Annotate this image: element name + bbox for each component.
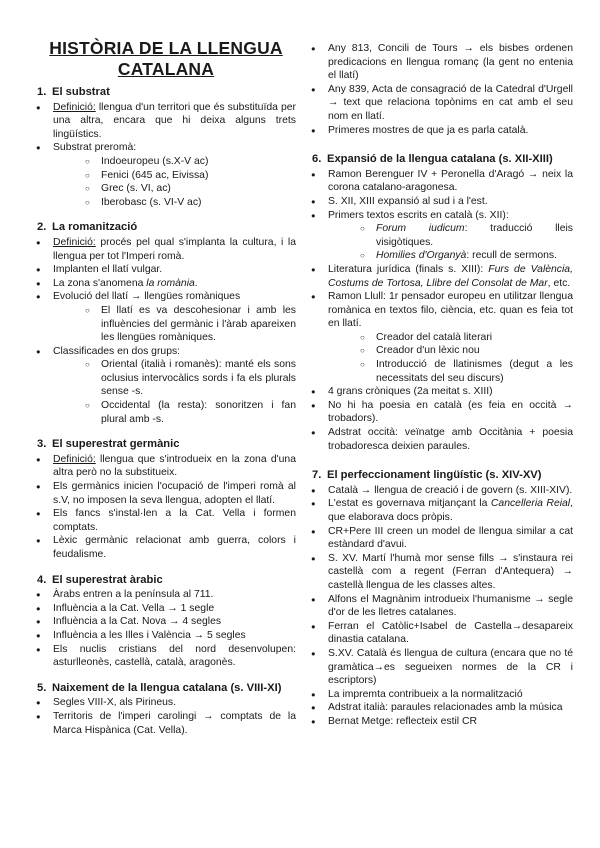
list-item: ● Implanten el llatí vulgar. xyxy=(36,263,296,277)
definition-text: llengua que s'introdueix en la zona d'una altra però no la substitueix. xyxy=(53,453,296,479)
list-item: ● Literatura jurídica (finals s. XIII): Furs de València, Costums de Tortosa, Llibre del Consolat de Mar, etc. xyxy=(311,263,573,290)
definition-text: llengua d'un territori que és substituïda per una altra, encara que hi deixa alguns trets lingüístics. xyxy=(53,101,296,140)
list-item: ● S.XV. Català és llengua de cultura (encara que no té gramàtica→es segueixen normes de la CR i escriptors) xyxy=(311,647,573,688)
list-item: ● Territoris de l'imperi carolingi → comptats de la Marca Hispànica (Cat. Vella). xyxy=(36,710,296,737)
section-heading xyxy=(36,682,296,696)
sub-list-item: ○ Oriental (italià i romanès): manté els sons oclusius intervocàlics sords i fa els plurals sense -s. xyxy=(53,358,296,399)
section-title: El substrat xyxy=(52,86,110,98)
section-number: 3. xyxy=(37,438,47,451)
list-item xyxy=(36,101,296,142)
list-item: ● Ramon Berenguer IV + Peronella d'Aragó → neix la corona catalano-aragonesa. xyxy=(311,168,573,195)
list-item: ● No hi ha poesia en català (es feia en occità → trobadors). xyxy=(311,399,573,426)
section-number: 7. xyxy=(312,469,322,482)
list-item: ● S. XII, XIII expansió al sud i a l'est. xyxy=(311,195,573,209)
section-perfeccionament xyxy=(311,469,573,728)
section-heading xyxy=(311,469,573,483)
sub-list-item: ○ Creador del català literari xyxy=(328,331,573,345)
section-title: El perfeccionament lingüístic (s. XIV-XV) xyxy=(327,469,542,482)
list-item xyxy=(36,453,296,480)
sub-list-item: ○ Homilies d'Organyà: recull de sermons. xyxy=(328,249,573,263)
sub-list-item: ○ Grec (s. VI, ac) xyxy=(53,182,296,196)
section-number: 6. xyxy=(312,153,322,166)
list-item: ● Adstrat occità: veïnatge amb Occitània + poesia trobadoresca deixien paraules. xyxy=(311,426,573,453)
sub-list-item: ○ El llatí es va descohesionar i amb les influències del germànic i l'àrab apareixen les llengües romàniques. xyxy=(53,304,296,345)
list-item: ● Ferran el Catòlic+Isabel de Castella→desapareix dinastia catalana. xyxy=(311,620,573,647)
definition-label: Definició: xyxy=(53,453,96,465)
list-item xyxy=(36,236,296,263)
list-item: ● La impremta contribueix a la normalització xyxy=(311,688,573,702)
list-item: ● Els fancs s'instal·len a la Cat. Vella i formen comptats. xyxy=(36,507,296,534)
section-heading xyxy=(36,438,296,452)
definition-label: Definició: xyxy=(53,101,96,113)
list-item: ● Influència a la Cat. Nova → 4 segles xyxy=(36,615,296,629)
list-item: ● Influència a les Illes i València → 5 segles xyxy=(36,629,296,643)
section-naixement xyxy=(36,682,296,737)
list-item: ● Bernat Metge: reflecteix estil CR xyxy=(311,715,573,729)
list-item: ● La zona s'anomena la romània. xyxy=(36,277,296,291)
list-item: ● 4 grans cròniques (2a meitat s. XIII) xyxy=(311,385,573,399)
section-number: 1. xyxy=(37,86,47,98)
sub-list-item: ○ Fenici (645 ac, Eivissa) xyxy=(53,169,296,183)
section-naixement-continued xyxy=(311,42,573,137)
section-substrat xyxy=(36,86,296,209)
page-title: HISTÒRIA DE LA LLENGUA CATALANA xyxy=(49,38,283,79)
list-item: ● Any 839, Acta de consagració de la Catedral d'Urgell → text que relaciona topònims en cat amb el seu nom en llatí. xyxy=(311,83,573,124)
sub-list-item: ○ Introducció de llatinismes (degut a les necessitats del seu discurs) xyxy=(328,358,573,385)
list-item: ● Català → llengua de creació i de govern (s. XIII-XIV). xyxy=(311,484,573,498)
list-item: ● Els germànics inicien l'ocupació de l'imperi romà al s.V, no imposen la seva llengua, adopten el llatí. xyxy=(36,480,296,507)
list-item: ● Evolució del llatí → llengües romàniques ○ El llatí es va descohesionar i amb les influències del germànic i l'àrab apareixen les llengües romàniques. xyxy=(36,290,296,344)
section-number: 5. xyxy=(37,681,47,694)
section-expansio xyxy=(311,153,573,453)
definition-label: Definició: xyxy=(53,236,96,248)
list-item: ● CR+Pere III creen un model de llengua similar a cat estàndard d'avui. xyxy=(311,525,573,552)
list-item: ● Els nuclis cristians del nord desenvolupen: asturlleonès, castellà, català, aragonès. xyxy=(36,643,296,670)
list-item: ● Ramon Llull: 1r pensador europeu en utilitzar llengua romànica en textos filo, ciència, etc. quan es feia tot en llatí. ○ Creador del català literari ○ Creador d'un lèxic nou ○ Introducció de llatinismes (degut a les necessitats del seu discurs) xyxy=(311,290,573,385)
list-item: ● Alfons el Magnànim introdueix l'humanisme → segle d'or de les lletres catalanes. xyxy=(311,593,573,620)
sub-list-item: ○ Creador d'un lèxic nou xyxy=(328,344,573,358)
section-title: La romanització xyxy=(52,221,138,234)
sub-list-item: ○ Indoeuropeu (s.X-V ac) xyxy=(53,155,296,169)
list-item: ● L'estat es governava mitjançant la Cancelleria Reial, que elaborava docs pròpis. xyxy=(311,497,573,524)
section-heading xyxy=(36,574,296,588)
left-column xyxy=(36,38,296,737)
list-item: ● Classificades en dos grups: ○ Oriental (italià i romanès): manté els sons oclusius intervocàlics sords i fa els plurals sense -s. ○ Occidental (la resta): sonoritzen i fan plural amb -s. xyxy=(36,345,296,427)
section-heading xyxy=(311,153,573,167)
sub-list-item: ○ Iberobasc (s. VI-V ac) xyxy=(53,196,296,210)
section-heading xyxy=(36,86,296,100)
section-superestrat-germanic xyxy=(36,438,296,561)
list-item: ● Primers textos escrits en català (s. XII): ○ Forum iudicum: traducció lleis visigòtiques. ○ Homilies d'Organyà: recull de sermons. xyxy=(311,209,573,263)
section-superestrat-arabic xyxy=(36,574,296,670)
list-item: ● Any 813, Concili de Tours → els bisbes ordenen predicacions en llengua romanç (la gent no entenia el llatí) xyxy=(311,42,573,83)
list-item: ● S. XV. Martí l'humà mor sense fills → s'instaura rei castellà com a regent (Ferran d'Antequera) → castellà llengua de les classes altes. xyxy=(311,552,573,593)
section-heading xyxy=(36,221,296,235)
list-item: ● Substrat preromà: ○ Indoeuropeu (s.X-V ac) ○ Fenici (645 ac, Eivissa) ○ Grec (s. VI, ac) ○ Iberobasc (s. VI-V ac) xyxy=(36,141,296,209)
section-romanitzacio xyxy=(36,221,296,426)
list-item: ● Segles VIII-X, als Pirineus. xyxy=(36,696,296,710)
section-title: Expansió de la llengua catalana (s. XII-XIII) xyxy=(327,153,553,166)
section-title: El superestrat germànic xyxy=(52,438,180,451)
section-title: Naixement de la llengua catalana (s. VIII-XI) xyxy=(52,681,282,694)
list-item: ● Influència a la Cat. Vella → 1 segle xyxy=(36,602,296,616)
section-title: El superestrat àrabic xyxy=(52,573,163,586)
definition-text: procés pel qual s'implanta la cultura, i la llengua per tot l'Imperi romà. xyxy=(53,236,296,262)
section-number: 4. xyxy=(37,573,47,586)
section-number: 2. xyxy=(37,221,47,234)
sub-list-item: ○ Occidental (la resta): sonoritzen i fan plural amb -s. xyxy=(53,399,296,426)
sub-list-item: ○ Forum iudicum: traducció lleis visigòtiques. xyxy=(328,222,573,249)
list-item: ● Primeres mostres de que ja es parla català. xyxy=(311,124,573,138)
list-item: ● Àrabs entren a la península al 711. xyxy=(36,588,296,602)
right-column xyxy=(311,42,573,729)
list-item: ● Adstrat italià: paraules relacionades amb la música xyxy=(311,701,573,715)
list-item: ● Lèxic germànic relacionat amb guerra, colors i feudalisme. xyxy=(36,534,296,561)
